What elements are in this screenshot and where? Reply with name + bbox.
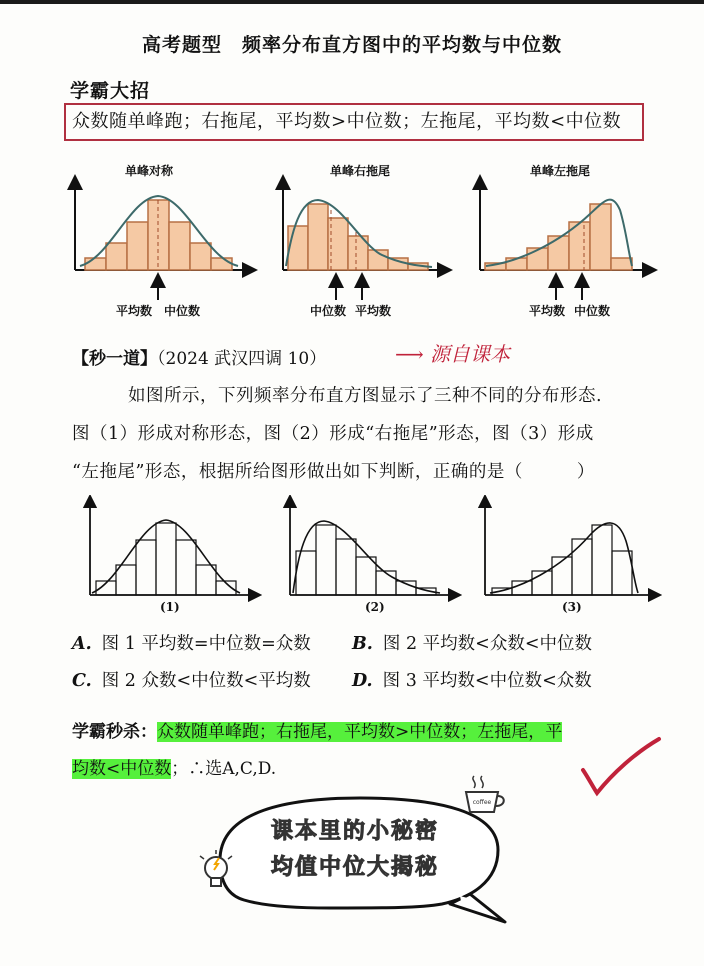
question-header bbox=[72, 344, 326, 369]
figure-label-2: (2) bbox=[365, 600, 385, 614]
label-median-2: 中位数 bbox=[310, 304, 347, 318]
label-median-3: 中位数 bbox=[574, 304, 611, 318]
label-mean-1: 平均数 bbox=[116, 304, 153, 318]
solution-label: 学霸秒杀： bbox=[72, 722, 157, 742]
question-source: （2024 武汉四调 10） bbox=[157, 349, 327, 369]
check-mark-icon bbox=[575, 735, 665, 800]
bubble-line-1: 课本里的小秘密 bbox=[270, 819, 439, 844]
option-text: 图 1 平均数=中位数=众数 bbox=[101, 634, 311, 654]
option-a bbox=[72, 630, 311, 655]
histogram-symmetric bbox=[75, 182, 250, 300]
option-text: 图 3 平均数<中位数<众数 bbox=[382, 671, 592, 691]
figure-caption-3: 单峰左拖尾 bbox=[530, 164, 591, 178]
label-mean-2: 平均数 bbox=[355, 304, 392, 318]
label-median-1: 中位数 bbox=[164, 304, 201, 318]
solution-line-2 bbox=[72, 754, 276, 779]
handwritten-note: ⟶ 源自课本 bbox=[395, 342, 511, 366]
option-key: C. bbox=[72, 671, 92, 691]
top-bar bbox=[0, 0, 704, 4]
lightbulb-icon bbox=[196, 848, 236, 903]
solution-highlight-1: 众数随单峰跑；右拖尾，平均数>中位数；左拖尾，平 bbox=[157, 722, 563, 742]
question-tag: 【秒一道】 bbox=[72, 349, 157, 369]
coffee-cup-icon bbox=[460, 770, 510, 820]
histogram-left-skew bbox=[480, 182, 650, 300]
solution-tail: ；∴选A,C,D. bbox=[171, 759, 277, 779]
figure-caption-1: 单峰对称 bbox=[125, 164, 174, 178]
option-c bbox=[72, 667, 311, 692]
question-line-2: 图（1）形成对称形态，图（2）形成“右拖尾”形态，图（3）形成 bbox=[72, 424, 594, 444]
page-title: 高考题型 频率分布直方图中的平均数与中位数 bbox=[141, 34, 562, 56]
cup-label: coffee bbox=[472, 799, 492, 806]
top-histograms bbox=[0, 170, 704, 320]
option-key: A. bbox=[72, 634, 92, 654]
figure-caption-2: 单峰右拖尾 bbox=[330, 164, 391, 178]
histogram-right-skew bbox=[283, 182, 445, 300]
option-key: D. bbox=[352, 671, 373, 691]
figure-label-3: (3) bbox=[562, 600, 582, 614]
option-d bbox=[352, 667, 592, 692]
option-key: B. bbox=[352, 634, 373, 654]
option-text: 图 2 众数<中位数<平均数 bbox=[101, 671, 311, 691]
figure-label-1: (1) bbox=[160, 600, 180, 614]
question-histograms bbox=[0, 495, 704, 605]
rule-box: 众数随单峰跑；右拖尾，平均数>中位数；左拖尾，平均数<中位数 bbox=[64, 103, 644, 141]
tip-heading: 学霸大招 bbox=[70, 80, 151, 102]
question-line-3: “左拖尾”形态，根据所给图形做出如下判断，正确的是（ ） bbox=[72, 462, 595, 482]
question-line-1: 如图所示，下列频率分布直方图显示了三种不同的分布形态. bbox=[128, 386, 603, 406]
option-b bbox=[352, 630, 592, 655]
label-mean-3: 平均数 bbox=[529, 304, 566, 318]
bubble-line-2: 均值中位大揭秘 bbox=[270, 855, 439, 880]
solution-highlight-2: 均数<中位数 bbox=[72, 759, 172, 779]
option-text: 图 2 平均数<众数<中位数 bbox=[382, 634, 592, 654]
solution-line-1 bbox=[72, 717, 562, 742]
